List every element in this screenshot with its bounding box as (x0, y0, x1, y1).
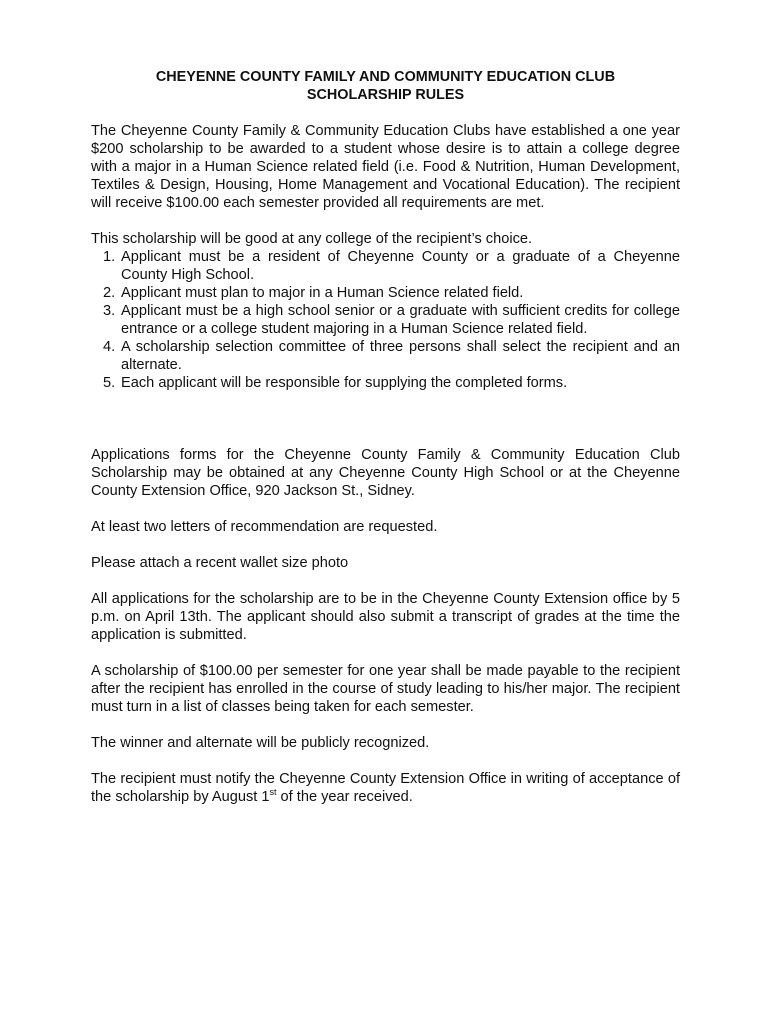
rule-number: 5. (103, 375, 116, 391)
letters-paragraph: At least two letters of recommendation are requested. (91, 519, 438, 535)
rule-number: 2. (103, 285, 116, 301)
rule-number: 4. (103, 339, 116, 355)
rule-number: 3. (103, 303, 116, 319)
rule-item-2 (91, 284, 680, 302)
applications-paragraph: Applications forms for the Cheyenne County Family & Community Education Club Scholarship may be obtained at any Cheyenne County High School or at the Cheyenne County Extension Office, 920 Jackson St., Sidney. (91, 447, 680, 499)
rule-item-3 (91, 302, 680, 338)
rules-list (91, 248, 680, 392)
intro-paragraph: The Cheyenne County Family & Community Education Clubs have established a one year $200 scholarship to be awarded to a student whose desire is to attain a college degree with a major in a Human Science related field (i.e. Food & Nutrition, Human Development, Textiles & Design, Housing, Home Management and Vocational Education). The recipient will receive $100.00 each semester provided all requirements are met. (91, 123, 680, 211)
acceptance-text: The recipient must notify the Cheyenne County Extension Office in writing of acceptance of the scholarship by August 1 (91, 771, 680, 805)
college-choice-paragraph: This scholarship will be good at any college of the recipient’s choice. (91, 231, 533, 247)
rule-text: Applicant must be a resident of Cheyenne County or a graduate of a Cheyenne County High School. (121, 249, 680, 283)
rule-text: Applicant must be a high school senior or a graduate with sufficient credits for college entrance or a college student majoring in a Human Science related field. (121, 303, 680, 337)
acceptance-paragraph (91, 770, 680, 806)
recognition-paragraph: The winner and alternate will be publicly recognized. (91, 735, 430, 751)
payment-paragraph: A scholarship of $100.00 per semester for one year shall be made payable to the recipient after the recipient has enrolled in the course of study leading to his/her major. The recipient must turn in a list of classes being taken for each semester. (91, 663, 680, 715)
rule-text: Applicant must plan to major in a Human Science related field. (121, 285, 524, 301)
title-line-1: CHEYENNE COUNTY FAMILY AND COMMUNITY EDUCATION CLUB (155, 69, 616, 85)
title-line-2: SCHOLARSHIP RULES (306, 87, 465, 103)
photo-paragraph: Please attach a recent wallet size photo (91, 555, 349, 571)
document-title (91, 68, 680, 104)
rule-item-4 (91, 338, 680, 374)
document-page (91, 68, 680, 806)
acceptance-superscript: st (269, 787, 277, 798)
deadline-paragraph: All applications for the scholarship are to be in the Cheyenne County Extension office by 5 p.m. on April 13th. The applicant should also submit a transcript of grades at the time the application is submitted. (91, 591, 680, 643)
acceptance-text-end: of the year received. (276, 789, 413, 805)
rule-number: 1. (103, 249, 116, 265)
rule-item-1 (91, 248, 680, 284)
rule-item-5 (91, 374, 680, 392)
rule-text: Each applicant will be responsible for supplying the completed forms. (121, 375, 568, 391)
rule-text: A scholarship selection committee of three persons shall select the recipient and an alternate. (121, 339, 680, 373)
